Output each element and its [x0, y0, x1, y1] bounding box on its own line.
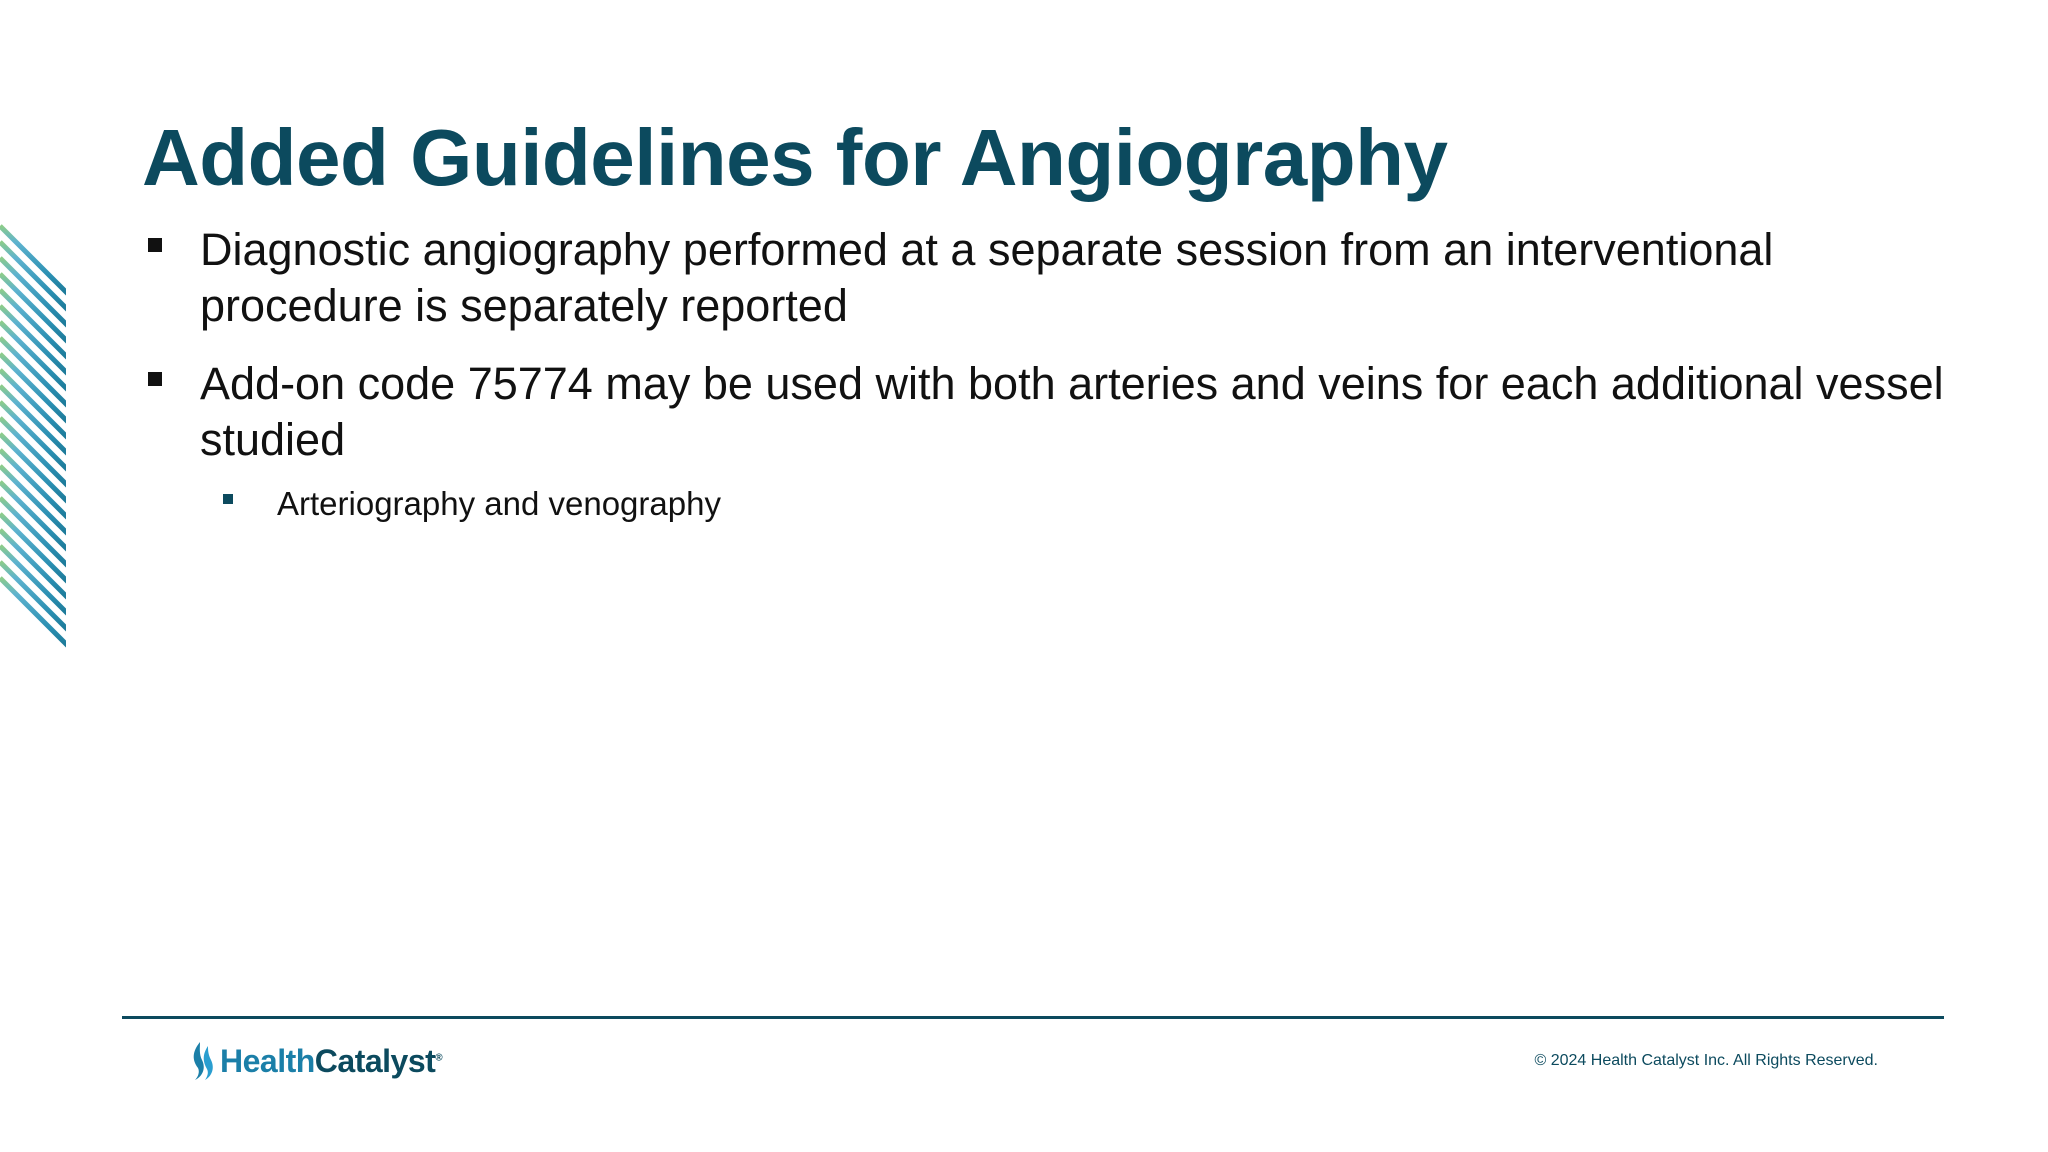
bullet-square-icon — [148, 372, 162, 386]
diagonal-stripes-decoration — [0, 218, 70, 658]
bullet-text: Add-on code 75774 may be used with both arteries and veins for each additional vessel studied — [200, 358, 1944, 465]
flame-icon — [190, 1040, 216, 1082]
bullet-square-icon — [148, 238, 162, 252]
health-catalyst-logo — [190, 1040, 442, 1082]
sub-bullet-square-icon — [223, 494, 233, 504]
sub-bullet-text: Arteriography and venography — [277, 485, 721, 522]
bullet-item — [148, 356, 1968, 468]
slide-title: Added Guidelines for Angiography — [142, 113, 1448, 202]
bullet-list — [148, 222, 1968, 526]
bullet-item — [148, 222, 1968, 334]
logo-wordmark-health: Health — [220, 1042, 315, 1079]
registered-mark: ® — [435, 1051, 443, 1063]
copyright-notice: © 2024 Health Catalyst Inc. All Rights Reserved. — [1534, 1052, 1878, 1069]
logo-wordmark — [220, 1043, 442, 1080]
sub-bullet-item — [223, 482, 1968, 526]
logo-wordmark-catalyst: Catalyst — [314, 1042, 436, 1079]
bullet-text: Diagnostic angiography performed at a separate session from an interventional procedure is separately reported — [200, 224, 1774, 331]
footer-divider — [122, 1016, 1944, 1019]
